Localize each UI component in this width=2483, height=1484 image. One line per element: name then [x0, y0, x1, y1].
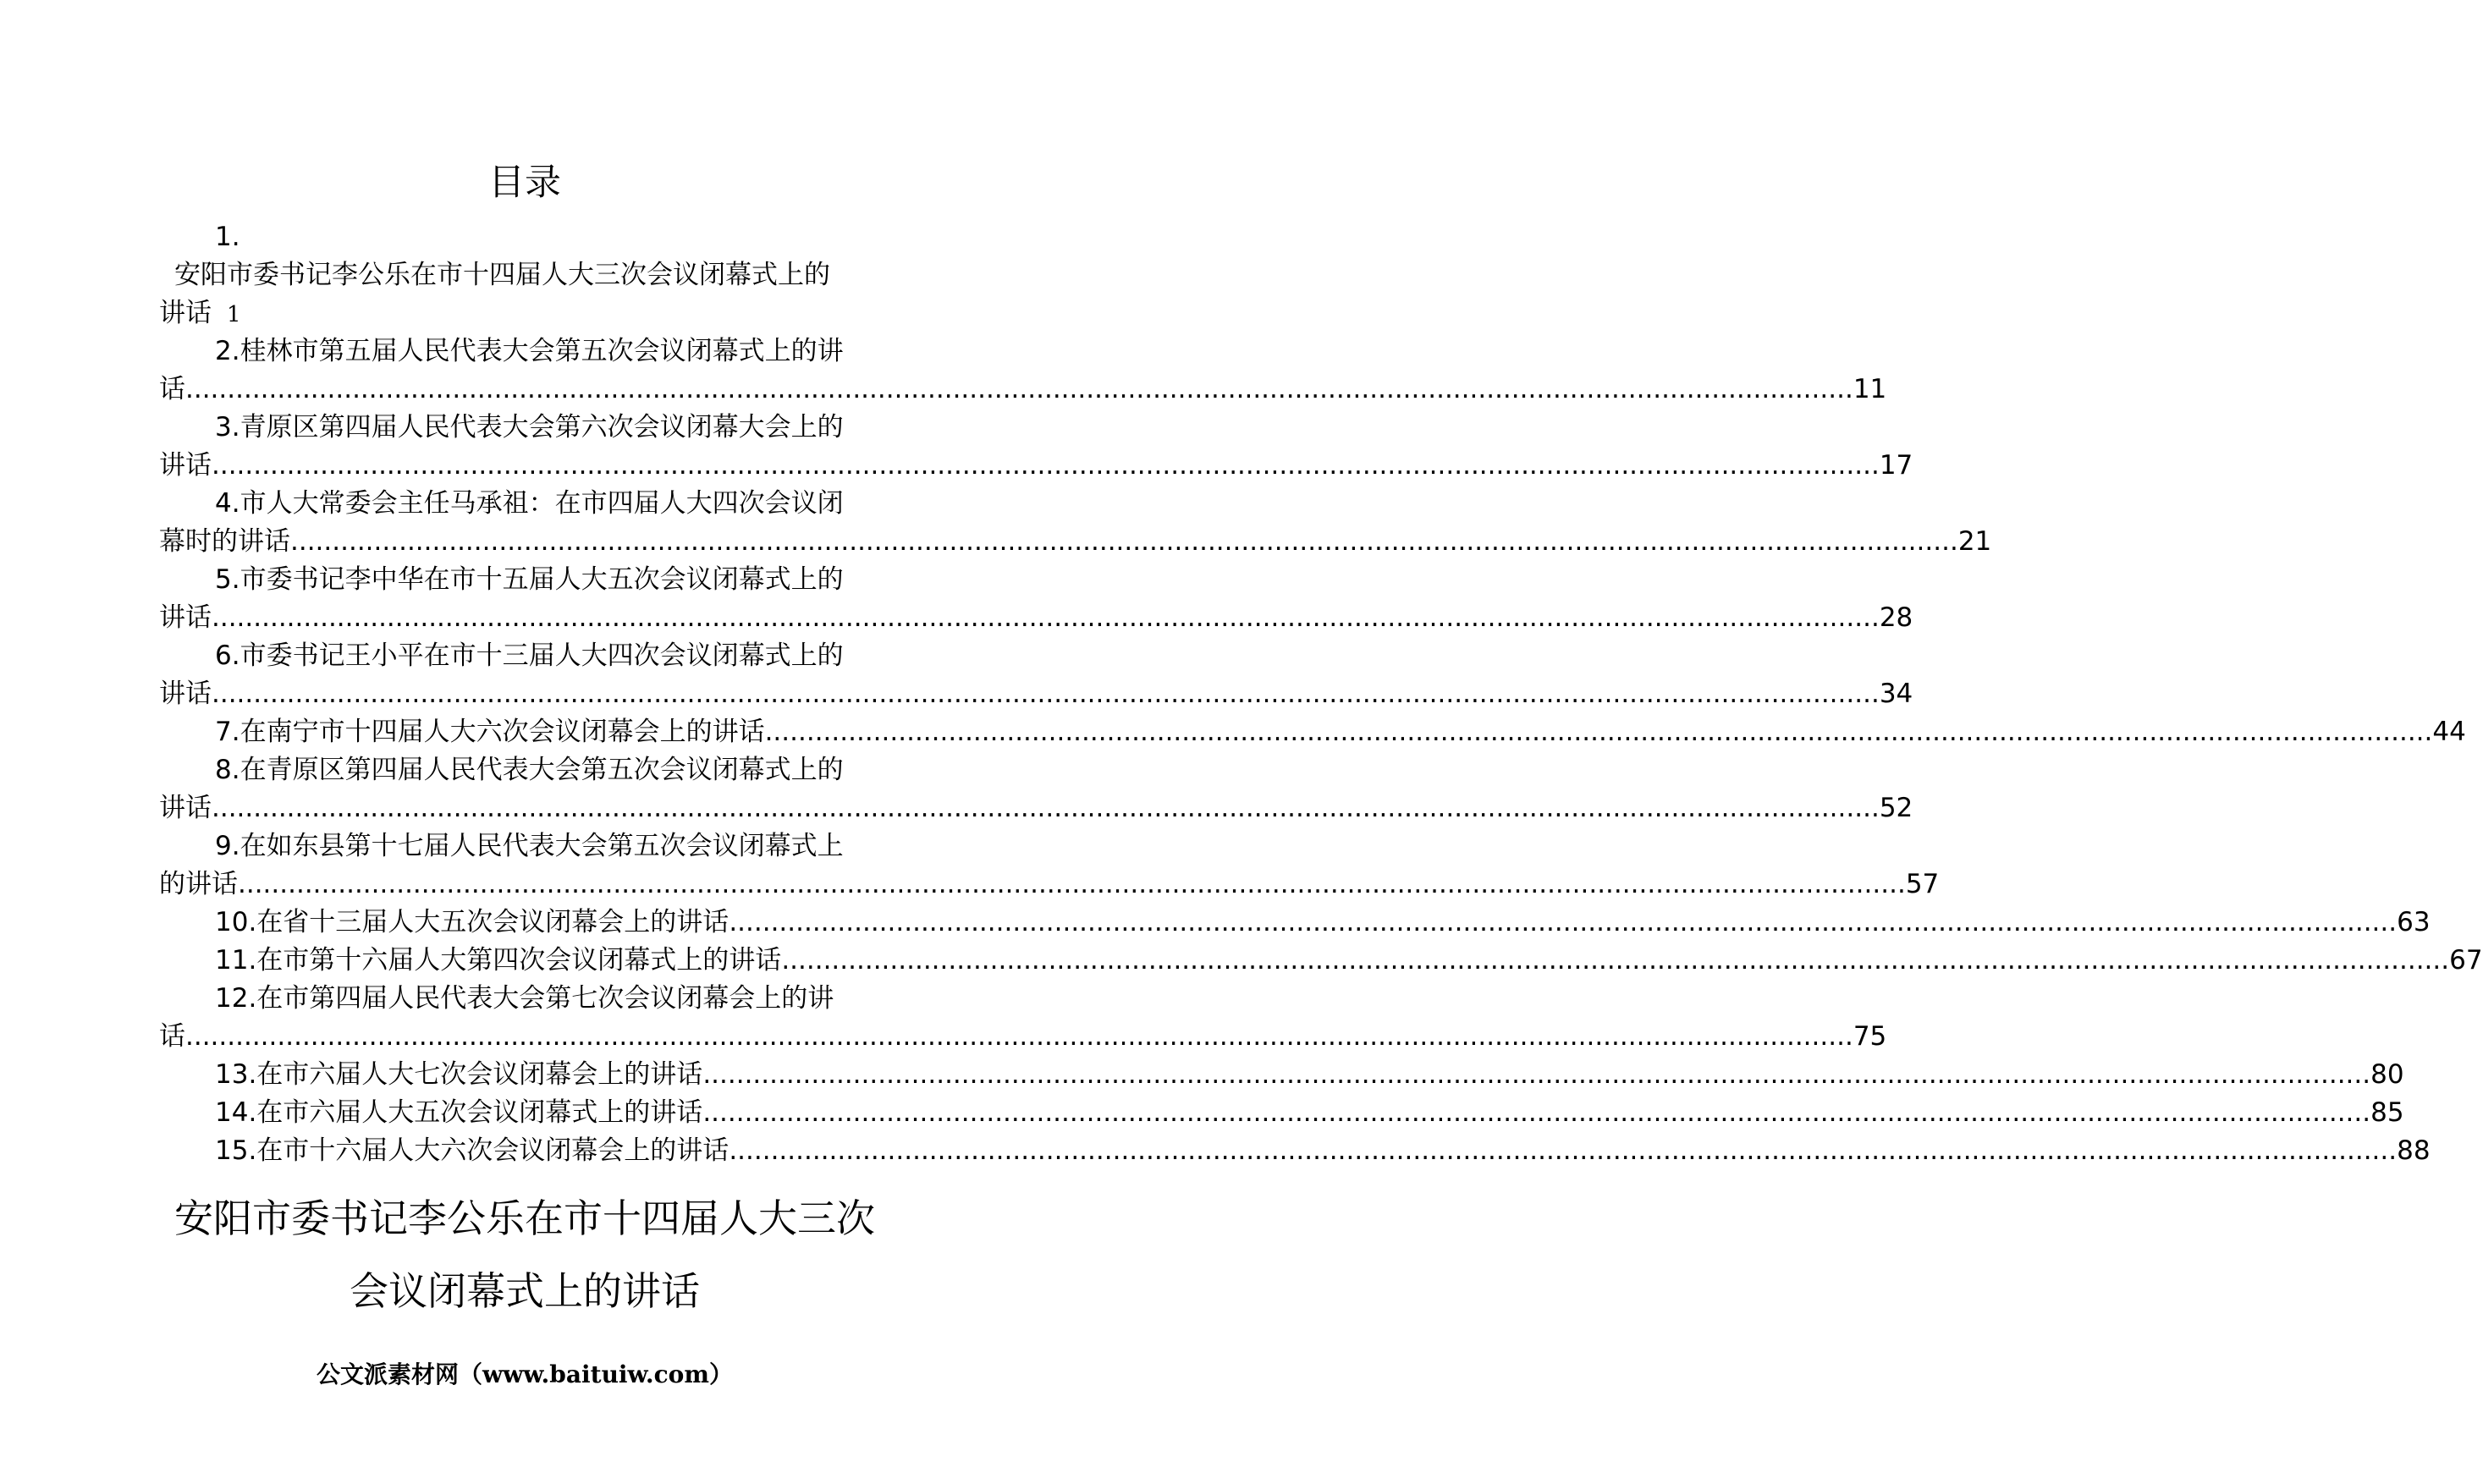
- toc-leader-dots: ........................................................................................................................................................................................................: [781, 945, 2450, 976]
- toc-entry-6-page: 34: [1879, 679, 1913, 709]
- toc-entry-7-text: 7.在南宁市十四届人大六次会议闭幕会上的讲话: [215, 717, 765, 747]
- toc-entry-10-text: 10.在省十三届人大五次会议闭幕会上的讲话: [215, 907, 729, 937]
- toc-entry-6-title[interactable]: 6.市委书记王小平在市十三届人大四次会议闭幕式上的: [215, 640, 844, 671]
- toc-entry-8-title[interactable]: 8.在青原区第四届人民代表大会第五次会议闭幕式上的: [215, 755, 844, 785]
- toc-leader-dots: ........................................................................................................................................................................................................: [212, 793, 1880, 823]
- toc-entry-7-page: 44: [2432, 717, 2466, 747]
- toc-entry-5-page: 28: [1879, 602, 1913, 633]
- toc-entry-15[interactable]: [215, 1132, 2431, 1170]
- toc-entry-13-page: 80: [2370, 1059, 2404, 1090]
- footer-watermark: 公文派素材网（www.baituiw.com）: [317, 1360, 733, 1388]
- toc-entry-9-title[interactable]: 9.在如东县第十七届人民代表大会第五次会议闭幕式上: [215, 831, 844, 861]
- toc-entry-3-tail[interactable]: [159, 447, 1913, 485]
- toc-entry-1-tail[interactable]: [159, 294, 892, 333]
- toc-leader-dots: ........................................................................................................................................................................................................: [238, 869, 1906, 899]
- toc-entry-9-tail[interactable]: [159, 866, 1940, 904]
- toc-entry-9-tail-text: 的讲话: [159, 869, 238, 899]
- toc-leader-dots: ........................................................................................................................................................................................................: [702, 1097, 2371, 1128]
- toc-leader-dots: ........................................................................................................................................................................................................: [212, 602, 1880, 633]
- toc-entry-11-text: 11.在市第十六届人大第四次会议闭幕式上的讲话: [215, 945, 782, 976]
- toc-entry-2-title[interactable]: 2.桂林市第五届人民代表大会第五次会议闭幕式上的讲: [215, 336, 844, 366]
- toc-entry-1-tail-text: 讲话: [159, 298, 212, 328]
- toc-entry-5-tail-text: 讲话: [159, 602, 212, 633]
- toc-entry-4-page: 21: [1957, 526, 1992, 557]
- toc-leader-dots: ........................................................................................................................................................................................................: [185, 374, 1853, 404]
- toc-entry-8-page: 52: [1879, 793, 1913, 823]
- toc-entry-5-title[interactable]: 5.市委书记李中华在市十五届人大五次会议闭幕式上的: [215, 564, 844, 595]
- toc-entry-14-text: 14.在市六届人大五次会议闭幕式上的讲话: [215, 1097, 703, 1128]
- toc-leader-dots: ........................................................................................................................................................................................................: [729, 1135, 2398, 1166]
- toc-entry-4-tail-text: 幕时的讲话: [159, 526, 290, 557]
- toc-leader-dots: ........................................................................................................................................................................................................: [185, 1021, 1853, 1052]
- toc-entry-1-page: 1: [227, 302, 241, 327]
- toc-entry-8-tail-text: 讲话: [159, 793, 212, 823]
- toc-entry-7[interactable]: [215, 713, 2466, 751]
- toc-entry-4-tail[interactable]: [159, 523, 1992, 561]
- document-title-line-2: 会议闭幕式上的讲话: [350, 1268, 700, 1314]
- toc-entry-2-tail-text: 话: [159, 374, 185, 404]
- toc-entry-10-page: 63: [2397, 907, 2431, 937]
- toc-entry-10[interactable]: [215, 904, 2431, 942]
- toc-entry-8-tail[interactable]: [159, 789, 1913, 827]
- toc-leader-dots: ........................................................................................................................................................................................................: [212, 679, 1880, 709]
- toc-entry-4-title[interactable]: 4.市人大常委会主任马承祖：在市四届人大四次会议闭: [215, 488, 844, 519]
- toc-entry-2-page: 11: [1853, 374, 1887, 404]
- toc-entry-3-title[interactable]: 3.青原区第四届人民代表大会第六次会议闭幕大会上的: [215, 412, 844, 442]
- toc-entry-6-tail[interactable]: [159, 675, 1913, 713]
- toc-entry-6-tail-text: 讲话: [159, 679, 212, 709]
- toc-entry-14-page: 85: [2370, 1097, 2404, 1128]
- toc-entry-11[interactable]: [215, 942, 2483, 980]
- toc-entry-15-text: 15.在市十六届人大六次会议闭幕会上的讲话: [215, 1135, 729, 1166]
- toc-entry-1-title[interactable]: 安阳市委书记李公乐在市十四届人大三次会议闭幕式上的: [174, 260, 830, 290]
- toc-entry-9-page: 57: [1905, 869, 1940, 899]
- toc-leader-dots: ........................................................................................................................................................................................................: [290, 526, 1958, 557]
- document-title-line-1: 安阳市委书记李公乐在市十四届人大三次: [174, 1195, 875, 1241]
- toc-leader-dots: ........................................................................................................................................................................................................: [212, 450, 1880, 481]
- toc-entry-2-tail[interactable]: [159, 371, 1887, 409]
- toc-leader-dots: ........................................................................................................................................................................................................: [702, 1059, 2371, 1090]
- toc-entry-15-page: 88: [2397, 1135, 2431, 1166]
- toc-entry-12-title[interactable]: 12.在市第四届人民代表大会第七次会议闭幕会上的讲: [215, 983, 834, 1014]
- toc-entry-13[interactable]: [215, 1056, 2404, 1094]
- toc-entry-12-tail[interactable]: [159, 1018, 1887, 1056]
- toc-entry-13-text: 13.在市六届人大七次会议闭幕会上的讲话: [215, 1059, 703, 1090]
- toc-title: 目录: [488, 162, 561, 204]
- toc-entry-12-tail-text: 话: [159, 1021, 185, 1052]
- toc-leader-dots: ........................................................................................................................................................................................................: [764, 717, 2433, 747]
- toc-entry-5-tail[interactable]: [159, 599, 1913, 637]
- toc-entry-11-page: 67: [2449, 945, 2483, 976]
- toc-entry-1-number[interactable]: 1.: [215, 222, 240, 252]
- toc-entry-3-page: 17: [1879, 450, 1913, 481]
- toc-entry-12-page: 75: [1853, 1021, 1887, 1052]
- toc-entry-14[interactable]: [215, 1094, 2404, 1132]
- toc-leader-dots: ........................................................................................................................................................................................................: [729, 907, 2398, 937]
- toc-entry-3-tail-text: 讲话: [159, 450, 212, 481]
